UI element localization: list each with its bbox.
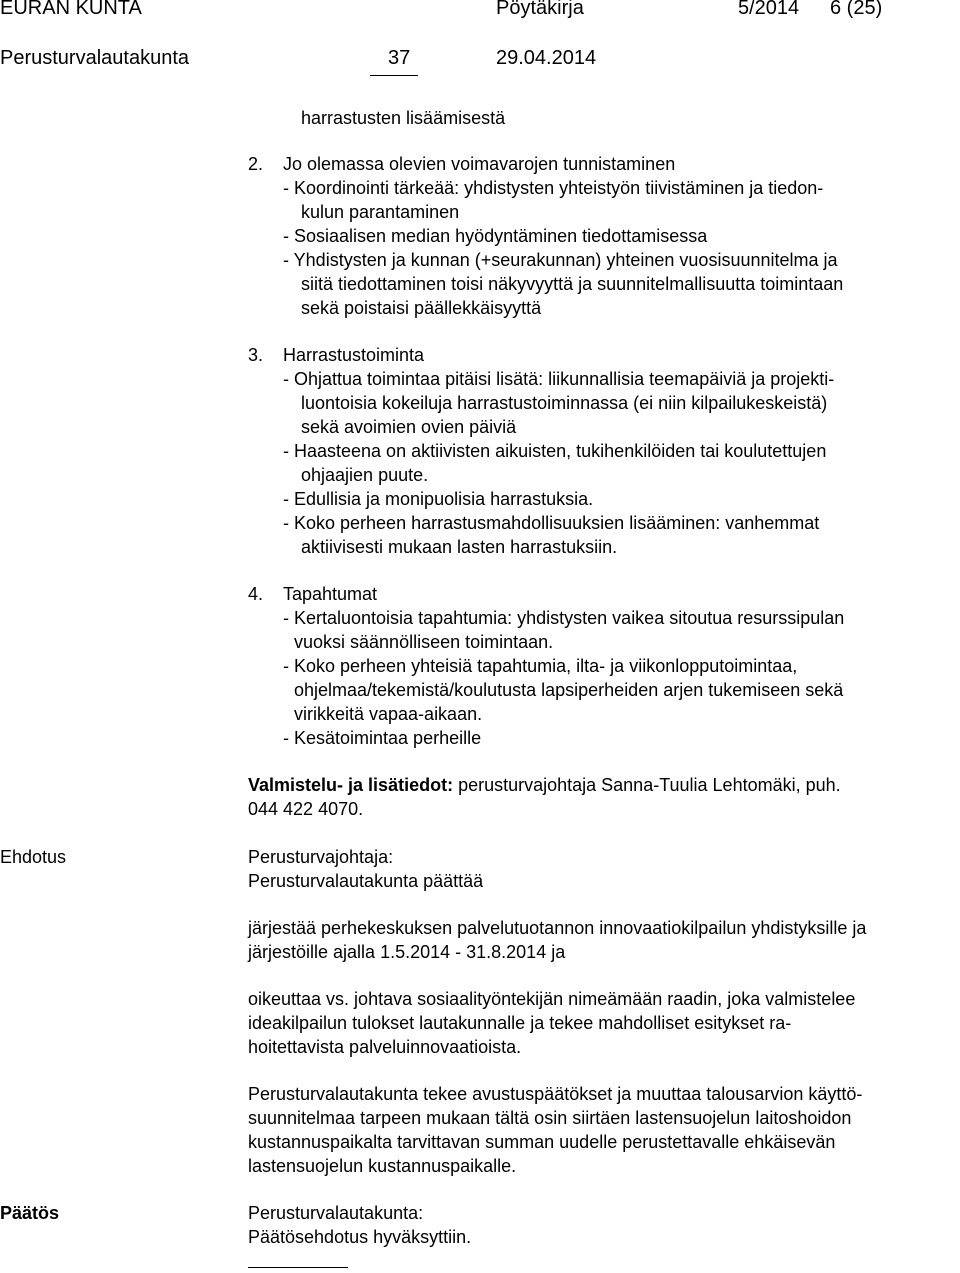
- item3-title: Harrastustoiminta: [283, 345, 425, 365]
- proposal-para3-line: kustannuspaikalta tarvittavan summan uudelle perustettavalle ehkäisevän: [248, 1132, 836, 1152]
- meeting-date: 29.04.2014: [496, 47, 597, 69]
- item2-title: Jo olemassa olevien voimavarojen tunnistaminen: [283, 154, 676, 174]
- item3-line: - Ohjattua toimintaa pitäisi lisätä: liikunnallisia teemapäiviä ja projekti-: [283, 369, 835, 389]
- proposal-para1-line: järjestää perhekeskuksen palvelutuotannon innovaatiokilpailun yhdistyksille ja: [248, 918, 867, 938]
- item2-line: kulun parantaminen: [301, 202, 460, 222]
- item4-line: - Koko perheen yhteisiä tapahtumia, ilta- ja viikonlopputoimintaa,: [283, 656, 798, 676]
- org-name: EURAN KUNTA: [0, 0, 142, 19]
- item4-number: 4.: [248, 584, 264, 604]
- item3-line: sekä avoimien ovien päiviä: [301, 417, 517, 437]
- item4-line: virikkeitä vapaa-aikaan.: [294, 704, 483, 724]
- proposal-para2-line: hoitettavista palveluinnovaatioista.: [248, 1037, 522, 1057]
- proposal-para3-line: Perusturvalautakunta tekee avustuspäätökset ja muuttaa talousarvion käyttö-: [248, 1084, 863, 1104]
- preparation-text: perusturvajohtaja Sanna-Tuulia Lehtomäki, puh.: [453, 775, 841, 795]
- proposal-label: Ehdotus: [0, 847, 67, 867]
- committee-name: Perusturvalautakunta: [0, 47, 190, 69]
- item4-line: - Kesätoimintaa perheille: [283, 728, 482, 748]
- item3-line: luontoisia kokeiluja harrastustoiminnassa (ei niin kilpailukeskeistä): [301, 393, 828, 413]
- item3-line: - Koko perheen harrastusmahdollisuuksien lisääminen: vanhemmat: [283, 513, 820, 533]
- item2-line: - Sosiaalisen median hyödyntäminen tiedottamisessa: [283, 226, 708, 246]
- section-underline: [370, 75, 418, 76]
- item2-number: 2.: [248, 154, 264, 174]
- doc-number: 5/2014: [738, 0, 800, 19]
- decision-committee: Perusturvalautakunta:: [248, 1203, 424, 1223]
- item2-line: - Yhdistysten ja kunnan (+seurakunnan) yhteinen vuosisuunnitelma ja: [283, 250, 838, 270]
- decision-text: Päätösehdotus hyväksyttiin.: [248, 1227, 472, 1247]
- item4-title: Tapahtumat: [283, 584, 378, 604]
- proposal-presenter: Perusturvajohtaja:: [248, 847, 394, 867]
- page-number: 6 (25): [830, 0, 883, 19]
- item4-line: vuoksi säännölliseen toimintaan.: [294, 632, 554, 652]
- section-number: 37: [388, 47, 411, 69]
- preparation-phone: 044 422 4070.: [248, 799, 364, 819]
- item3-line: - Haasteena on aktiivisten aikuisten, tukihenkilöiden tai koulutettujen: [283, 441, 827, 461]
- proposal-para3-line: suunnitelmaa tarpeen mukaan tältä osin siirtäen lastensuojelun laitoshoidon: [248, 1108, 852, 1128]
- proposal-decides: Perusturvalautakunta päättää: [248, 871, 484, 891]
- proposal-para1-line: järjestöille ajalla 1.5.2014 - 31.8.2014 ja: [248, 942, 566, 962]
- proposal-para2-line: ideakilpailun tulokset lautakunnalle ja tekee mahdolliset esitykset ra-: [248, 1013, 792, 1033]
- item2-line: sekä poistaisi päällekkäisyyttä: [301, 298, 542, 318]
- proposal-para2-line: oikeuttaa vs. johtava sosiaalityöntekijän nimeämään raadin, joka valmistelee: [248, 989, 856, 1009]
- preparation-label: Valmistelu- ja lisätiedot:: [248, 775, 454, 795]
- item3-line: - Edullisia ja monipuolisia harrastuksia.: [283, 489, 594, 509]
- item2-line: - Koordinointi tärkeää: yhdistysten yhteistyön tiivistäminen ja tiedon-: [283, 178, 824, 198]
- item3-line: ohjaajien puute.: [301, 465, 429, 485]
- item3-number: 3.: [248, 345, 264, 365]
- intro-line: harrastusten lisäämisestä: [301, 108, 506, 128]
- item4-line: ohjelmaa/tekemistä/koulutusta lapsiperheiden arjen tukemiseen sekä: [294, 680, 844, 700]
- item3-line: aktiivisesti mukaan lasten harrastuksiin.: [301, 537, 618, 557]
- item2-line: siitä tiedottaminen toisi näkyvyyttä ja suunnitelmallisuutta toimintaan: [301, 274, 844, 294]
- preparation-line: [248, 773, 841, 797]
- proposal-para3-line: lastensuojelun kustannuspaikalle.: [248, 1156, 517, 1176]
- signature-line: [248, 1267, 348, 1268]
- item4-line: - Kertaluontoisia tapahtumia: yhdistysten vaikea sitoutua resurssipulan: [283, 608, 845, 628]
- doc-type: Pöytäkirja: [496, 0, 584, 19]
- decision-label: Päätös: [0, 1203, 60, 1223]
